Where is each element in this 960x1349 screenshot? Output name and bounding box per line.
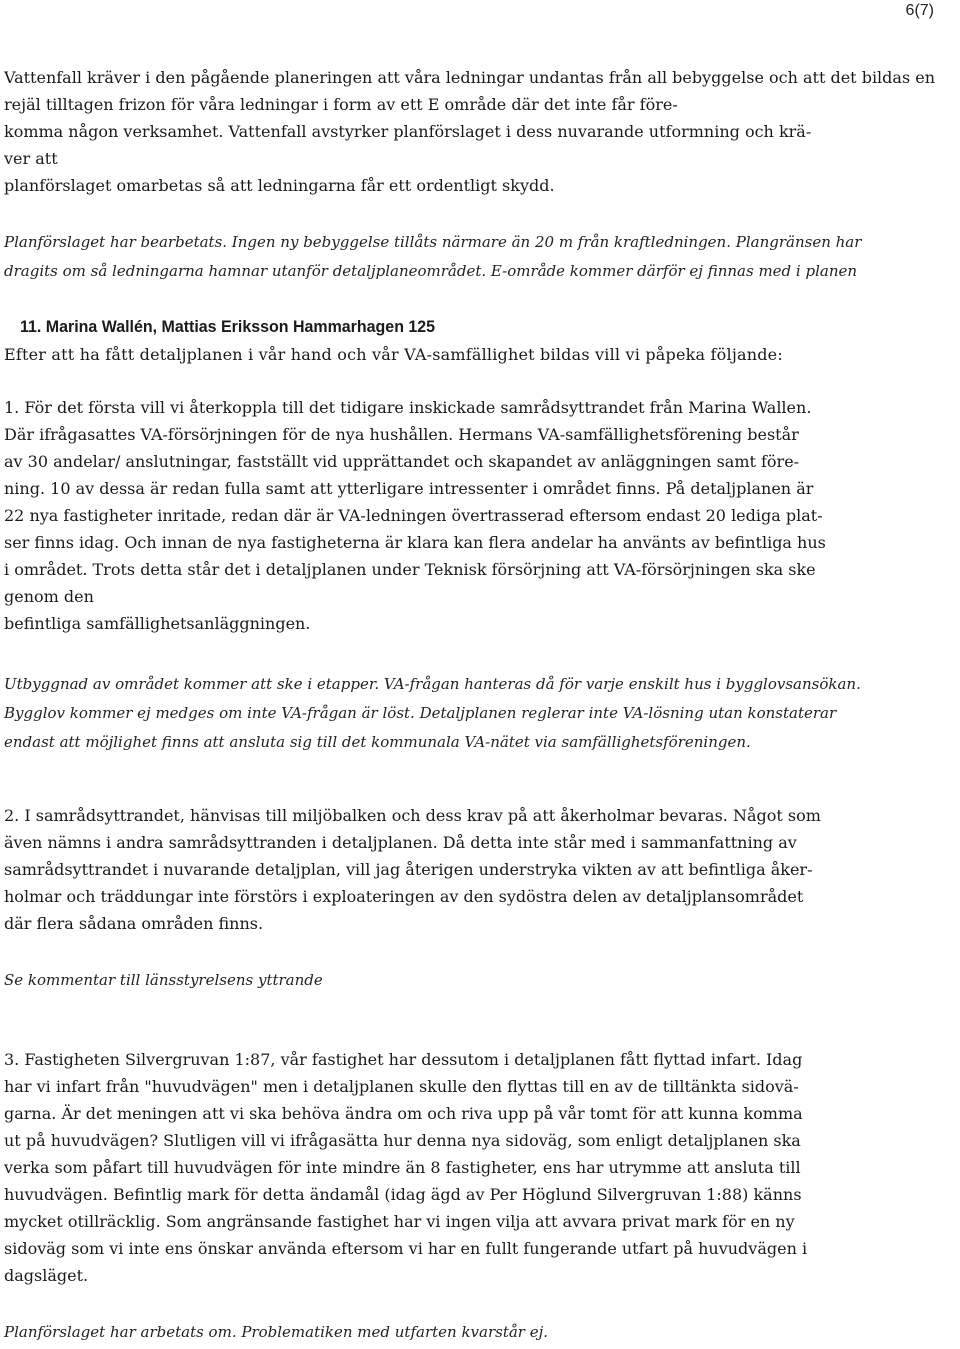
response-note-utfart: Planförslaget har arbetats om. Problematiken med utfarten kvarstår ej. — [4, 1323, 549, 1341]
point-1-va-supply: 1. För det första vill vi återkoppla till det tidigare inskickade samrådsyttrandet från Marina Wallen. Där ifrågasattes VA-försörjningen för de nya hushållen. Hermans VA-samfällighetsförening består av 30 andelar/ anslutningar, fastställt vid upprättandet och skapandet av anläggningen samt före- ning. 10 av dessa är redan fulla samt att ytterligare intressenter i området finns. På detaljplanen är 22 nya fastigheter inritade, redan där är VA-ledningen övertrasserad eftersom endast 20 lediga plat- ser finns idag. Och innan de nya fastigheterna är klara kan flera andelar ha använts av befintliga hus i området. Trots detta står det i detaljplanen under Teknisk försörjning att VA-försörjningen ska ske genom den befintliga samfällighetsanläggningen. — [4, 398, 826, 633]
point-3-infart: 3. Fastigheten Silvergruvan 1:87, vår fastighet har dessutom i detaljplanen fått flyttad infart. Idag har vi infart från "huvudvägen" men i detaljplanen skulle den flyttas till en av de tilltänkta sidovä- garna. Är det meningen att vi ska behöva ändra om och riva upp på vår tomt för att kunna komma ut på huvudvägen? Slutligen vill vi ifrågasätta hur denna nya sidoväg, som enligt detaljplanen ska verka som påfart till huvudvägen för inte mindre än 8 fastigheter, ens har utrymme att ansluta till huvudvägen. Befintlig mark för detta ändamål (idag ägd av Per Höglund Silvergruvan 1:88) känns mycket otillräcklig. Som angränsande fastighet har vi ingen vilja att avvara privat mark för en ny sidoväg som vi inte ens önskar använda eftersom vi har en fullt fungerande utfart på huvudvägen i dagsläget. — [4, 1050, 808, 1285]
section-intro-11: Efter att ha fått detaljplanen i vår hand och vår VA-samfällighet bildas vill vi påpeka följande: — [4, 345, 783, 364]
point-2-akerholmar: 2. I samrådsyttrandet, hänvisas till miljöbalken och dess krav på att åkerholmar bevaras. Något som även nämns i andra samrådsyttranden i detaljplanen. Då detta inte står med i sammanfattning av samrådsyttrandet i nuvarande detaljplan, vill jag återigen understryka vikten av att befintliga åker- holmar och träddungar inte förstörs i exploateringen av den sydöstra delen av detaljplansområdet där flera sådana områden finns. — [4, 806, 821, 933]
section-heading-11: 11. Marina Wallén, Mattias Eriksson Hammarhagen 125 — [20, 317, 436, 336]
page-number: 6(7) — [905, 2, 934, 19]
response-note-va: Utbyggnad av området kommer att ske i etapper. VA-frågan hanteras då för varje enskilt hus i bygglovsansökan. Bygglov kommer ej medges om inte VA-frågan är löst. Detaljplanen reglerar inte VA-lösning utan konstaterar endast att möjlighet finns att ansluta sig till det kommunala VA-nätet via samfällighetsföreningen. — [4, 675, 861, 751]
paragraph-vattenfall-requirement: Vattenfall kräver i den pågående planeringen att våra ledningar undantas från all bebyggelse och att det bildas en rejäl tilltagen frizon för våra ledningar i form av ett E område där det inte får före- komma någon verksamhet. Vattenfall avstyrker planförslaget i dess nuvarande utformning och krä- ver att planförslaget omarbetas så att ledningarna får ett ordentligt skydd. — [4, 68, 936, 195]
response-note-vattenfall: Planförslaget har bearbetats. Ingen ny bebyggelse tillåts närmare än 20 m från kraftledningen. Plangränsen har dragits om så ledningarna hamnar utanför detaljplaneområdet. E-område kommer därför ej finnas med i planen — [4, 233, 862, 280]
response-note-lansstyrelsen: Se kommentar till länsstyrelsens yttrande — [4, 971, 323, 989]
